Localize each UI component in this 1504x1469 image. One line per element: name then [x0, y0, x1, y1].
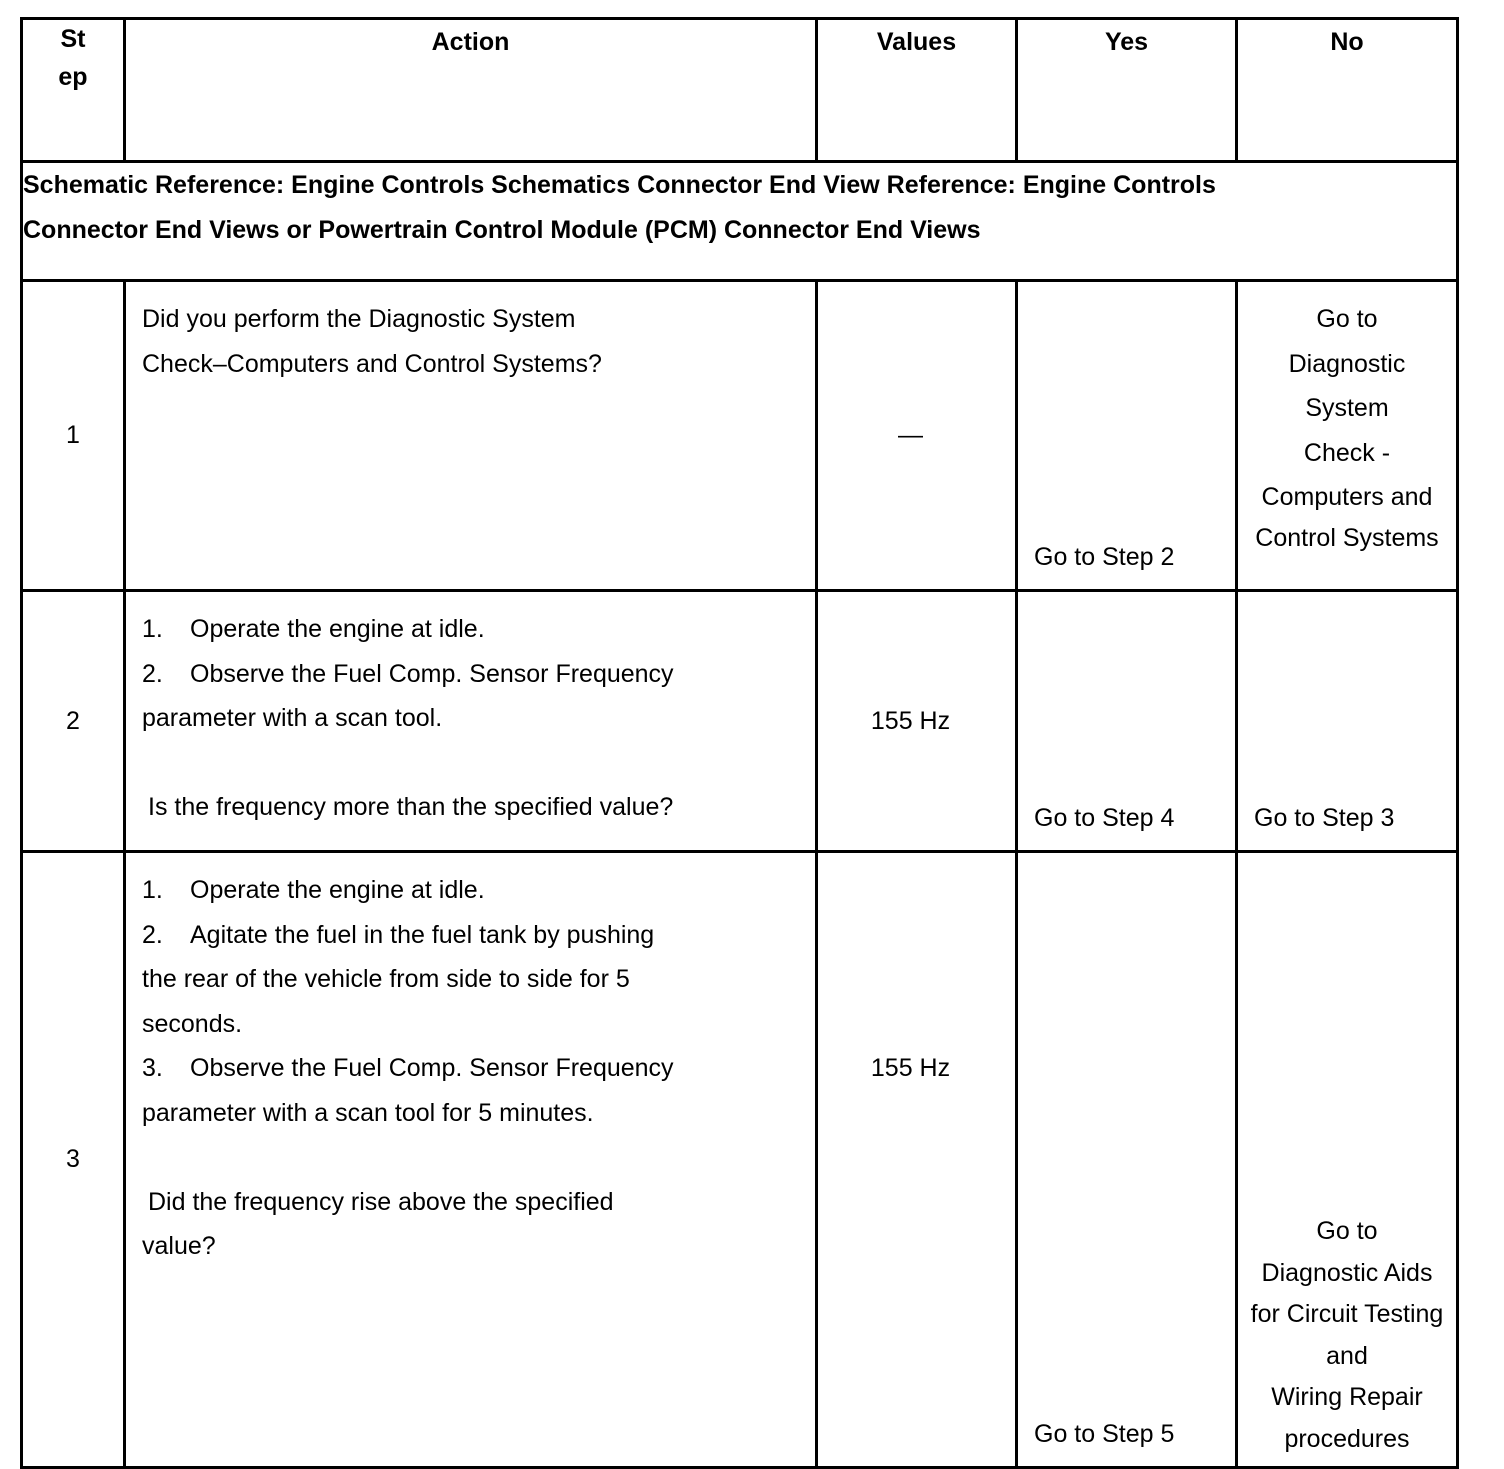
no-text: System [1305, 394, 1389, 422]
no-cell: Go to Step 3 [1237, 591, 1458, 852]
action-item [142, 607, 801, 652]
no-text: and [1326, 1341, 1368, 1370]
action-text: Operate the engine at idle. [190, 876, 485, 904]
action-text: Observe the Fuel Comp. Sensor Frequency [190, 659, 674, 688]
value-cell: — [817, 281, 1017, 591]
yes-cell: Go to Step 4 [1017, 591, 1237, 852]
table-row [22, 281, 1458, 591]
no-text: Computers and [1261, 483, 1433, 511]
action-text: Check–Computers and Control Systems? [142, 349, 602, 378]
value-cell: 155 Hz [817, 591, 1017, 852]
action-text: Agitate the fuel in the fuel tank by pushing [190, 920, 655, 949]
no-text: Go to [1316, 1217, 1378, 1245]
value-cell [817, 852, 1017, 1468]
action-item [142, 652, 801, 697]
action-text: parameter with a scan tool for 5 minutes. [142, 1098, 594, 1127]
step-column-header [22, 19, 125, 162]
no-text: Diagnostic Aids [1261, 1258, 1433, 1287]
reference-line1: Schematic Reference: Engine Controls Schematics Connector End View Reference: Engine Controls [23, 171, 1216, 199]
header-row [22, 19, 1458, 162]
diagnostic-table [20, 17, 1459, 1469]
no-text: Go to [1316, 305, 1378, 333]
item-number: 2. [142, 659, 163, 688]
step-number: 2 [22, 591, 125, 852]
action-item [142, 913, 801, 958]
item-number: 1. [142, 876, 163, 904]
reference-line2: Connector End Views or Powertrain Control Module (PCM) Connector End Views [23, 215, 981, 244]
action-column-header: Action [125, 19, 817, 162]
action-question: Did the frequency rise above the specified [148, 1187, 614, 1216]
schematic-reference [22, 162, 1458, 281]
value-text: 155 Hz [870, 1054, 951, 1082]
action-cell [125, 281, 817, 591]
step-header-line2: ep [58, 63, 88, 91]
step-number: 1 [22, 281, 125, 591]
no-cell [1237, 852, 1458, 1468]
action-question: Is the frequency more than the specified value? [148, 793, 674, 821]
reference-row [22, 162, 1458, 281]
action-text: Operate the engine at idle. [190, 615, 485, 643]
action-item [142, 868, 801, 913]
no-text: Diagnostic [1288, 349, 1406, 378]
no-text: procedures [1284, 1424, 1410, 1453]
item-number: 1. [142, 615, 163, 643]
action-text: seconds. [142, 1009, 243, 1038]
no-cell [1237, 281, 1458, 591]
yes-cell: Go to Step 2 [1017, 281, 1237, 591]
no-text: Check - [1303, 438, 1391, 467]
action-text: the rear of the vehicle from side to side for 5 [142, 965, 630, 993]
no-text: for Circuit Testing [1250, 1300, 1444, 1328]
table-row [22, 591, 1458, 852]
action-text: Did you perform the Diagnostic System [142, 305, 576, 333]
step-number: 3 [22, 852, 125, 1468]
action-question: value? [142, 1232, 216, 1260]
action-cell [125, 852, 817, 1468]
table-row [22, 852, 1458, 1468]
action-item [142, 1046, 801, 1091]
no-text: Control Systems [1255, 523, 1439, 552]
yes-column-header: Yes [1017, 19, 1237, 162]
action-cell [125, 591, 817, 852]
step-header-line1: St [60, 25, 86, 53]
action-text: Observe the Fuel Comp. Sensor Frequency [190, 1054, 674, 1082]
no-text: Wiring Repair [1271, 1383, 1423, 1411]
item-number: 3. [142, 1054, 163, 1082]
yes-cell: Go to Step 5 [1017, 852, 1237, 1468]
values-column-header: Values [817, 19, 1017, 162]
item-number: 2. [142, 920, 163, 949]
action-text: parameter with a scan tool. [142, 704, 443, 732]
no-column-header: No [1237, 19, 1458, 162]
